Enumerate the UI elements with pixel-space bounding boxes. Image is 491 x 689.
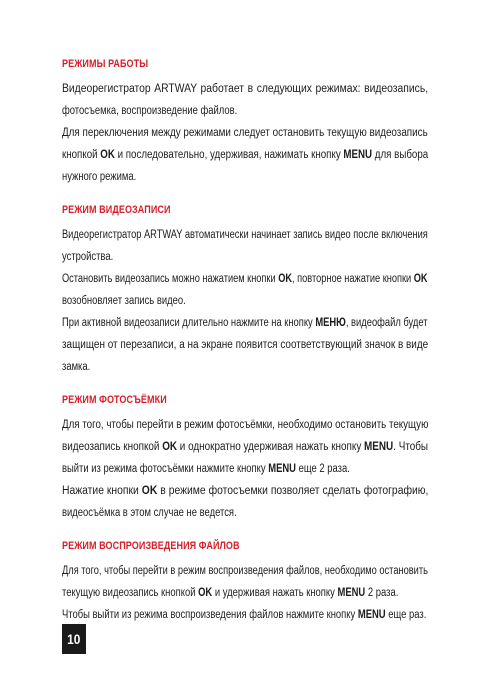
text-line: устройства. [62,251,114,263]
text-line: возобновляет запись видео. [62,295,186,307]
text-line: При активной видеозаписи длительно нажмите на кнопку МЕНЮ, видеофайл будет [62,317,428,329]
text-line: Для того, чтобы перейти в режим воспроизведения файлов, необходимо остановить [62,565,428,577]
text-line: защищен от перезаписи, а на экране появится соответствующий значок в виде [62,339,429,351]
text-line: текущую видеозапись кнопкой OK и удерживая нажать кнопку MENU 2 раза. [62,587,399,599]
section [62,56,428,188]
text-line: Для того, чтобы перейти в режим фотосъёмки, необходимо остановить текущую [62,419,429,431]
paragraph [62,480,428,524]
section [62,392,428,524]
text-line: Для переключения между режимами следует остановить текущую видеозапись [62,127,428,139]
text-line: видеосъёмка в этом случае не ведется. [62,507,237,519]
text-line: Видеорегистратор ARTWAY автоматически начинает запись видео после включения [62,229,428,241]
text-line: Нажатие кнопки OK в режиме фотосъемки позволяет сделать фотографию, [62,485,429,497]
text-line: замка. [62,361,91,373]
section-heading: РЕЖИМ ВОСПРОИЗВЕДЕНИЯ ФАЙЛОВ [62,540,240,552]
text-line: Чтобы выйти из режима воспроизведения файлов нажмите кнопку MENU еще раз. [62,609,427,621]
section-heading: РЕЖИМ ВИДЕОЗАПИСИ [62,204,171,216]
section [62,538,428,626]
page-number: 10 [67,631,81,647]
section [62,202,428,378]
paragraph [62,268,428,312]
manual-page [62,56,428,626]
page-number-badge [62,624,86,654]
text-line: кнопкой OK и последовательно, удерживая, нажимать кнопку MENU для выбора [62,149,429,161]
text-line: Остановить видеозапись можно нажатием кнопки OK, повторное нажатие кнопки OK [62,273,428,285]
section-heading: РЕЖИМЫ РАБОТЫ [62,58,149,70]
paragraph [62,312,428,378]
text-line: нужного режима. [62,171,137,183]
paragraph [62,122,428,188]
section-heading: РЕЖИМ ФОТОСЪЁМКИ [62,394,167,406]
paragraph [62,560,428,604]
text-line: фотосъемка, воспроизведение файлов. [62,105,238,117]
text-line: видеозапись кнопкой OK и однократно удерживая нажать кнопку MENU. Чтобы [62,441,429,453]
paragraph [62,414,428,480]
paragraph [62,224,428,268]
text-line: выйти из режима фотосъёмки нажмите кнопку MENU еще 2 раза. [62,463,350,475]
paragraph [62,78,428,122]
text-line: Видеорегистратор ARTWAY работает в следующих режимах: видеозапись, [62,83,429,95]
paragraph [62,604,428,626]
